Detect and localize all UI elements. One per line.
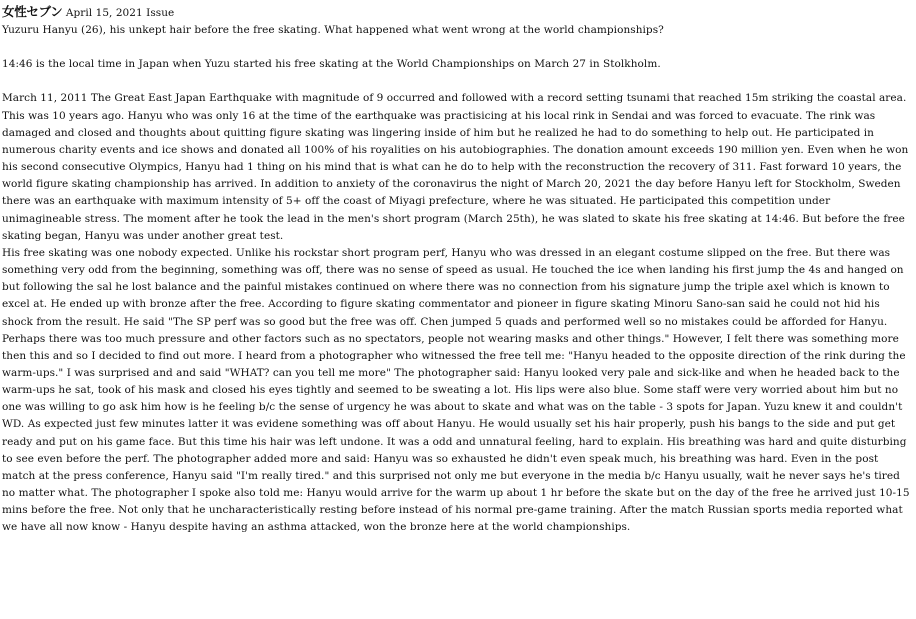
headline: Yuzuru Hanyu (26), his unkept hair before the free skating. What happened what went wrong at the world championships? <box>2 24 664 37</box>
free-skate-paragraph: His free skating was one nobody expected. Unlike his rockstar short program perf, Hanyu who was dressed in an elegant costume slipped on the free. But there was something very odd from the beginning, something was off, there was no sense of speed as usual. He touched the ice when landing his first jump the 4s and hanged on but following the sal he lost balance and the painful mistakes continued on where there was no connection from his signature jump the triple axel which is known to excel at. He ended up with bronze after the free. According to figure skating commentator and pioneer in figure skating Minoru Sano-san said he could not hid his shock from the result. He said "The SP perf was so good but the free was off. Chen jumped 5 quads and performed well so no mistakes could be afforded for Hanyu. Perhaps there was too much pressure and other factors such as no spectators, people not wearing masks and other things." However, I felt there was something more then this and so I decided to find out more. I heard from a photographer who witnessed the free tell me: "Hanyu headed to the opposite direction of the rink during the warm-ups." I was surprised and and said "WHAT? can you tell me more" The photographer said: Hanyu looked very pale and sick-like and when he headed back to the warm-ups he sat, took of his mask and closed his eyes tightly and seemed to be sweating a lot. His lips were also blue. Some staff were very worried about him but no one was willing to go ask him how is he feeling b/c the sense of urgency he was about to skate and what was on the table - 3 spots for Japan. Yuzu knew it and couldn't WD. As expected just few minutes latter it was evidene something was off about Hanyu. He would usually set his hair properly, push his bangs to the side and put get ready and put on his game face. But this time his hair was left undone. It was a odd and unnatural feeling, hard to explain. His breathing was hard and quite disturbing to see even before the perf. The photographer added more and said: Hanyu was so exhausted he didn't even speak much, his breathing was hard. Even in the post match at the press conference, Hanyu said "I'm really tired." and this surprised not only me but everyone in the media b/c Hanyu usually, wait he never says he's tired no matter what. The photographer I spoke also told me: Hanyu would arrive for the warm up about 1 hr before the skate but on the day of the free he arrived just 10-15 mins before the free. Not only that he uncharacteristically resting before instead of his normal pre-game training. After the match Russian sports media reported what we have all now know - Hanyu despite having an asthma attacked, won the bronze here at the world championships. <box>2 246 910 534</box>
paragraph-gap <box>2 73 910 90</box>
masthead <box>2 3 910 22</box>
issue-date: April 15, 2021 Issue <box>65 7 175 19</box>
paragraph-gap <box>2 39 910 56</box>
earthquake-paragraph: March 11, 2011 The Great East Japan Earthquake with magnitude of 9 occurred and followed with a record setting tsunami that reached 15m striking the coastal area. This was 10 years ago. Hanyu who was only 16 at the time of the earthquake was practisicing at his local rink in Sendai and was forced to evacuate. The rink was damaged and closed and thoughts about quitting figure skating was lingering inside of him but he realized he had to do something to help out. He participated in numerous charity events and ice shows and donated all 100% of his royalities on his autobiographies. The donation amount exceeds 190 million yen. Even when he won his second consecutive Olympics, Hanyu had 1 thing on his mind that is what can he do to help with the reconstruction the recovery of 311. Fast forward 10 years, the world figure skating championship has arrived. In addition to anxiety of the coronavirus the night of March 20, 2021 the day before Hanyu left for Stockholm, Sweden there was an earthquake with maximum intensity of 5+ off the coast of Miyagi prefecture, where he was situated. He participated this competition under unimagineable stress. The moment after he took the lead in the men's short program (March 25th), he was slated to skate his free skating at 14:46. But before the free skating began, Hanyu was under another great test. <box>2 92 909 242</box>
magazine-name: 女性セブン <box>2 4 63 19</box>
time-paragraph: 14:46 is the local time in Japan when Yuzu started his free skating at the World Championships on March 27 in Stolkholm. <box>2 58 661 71</box>
